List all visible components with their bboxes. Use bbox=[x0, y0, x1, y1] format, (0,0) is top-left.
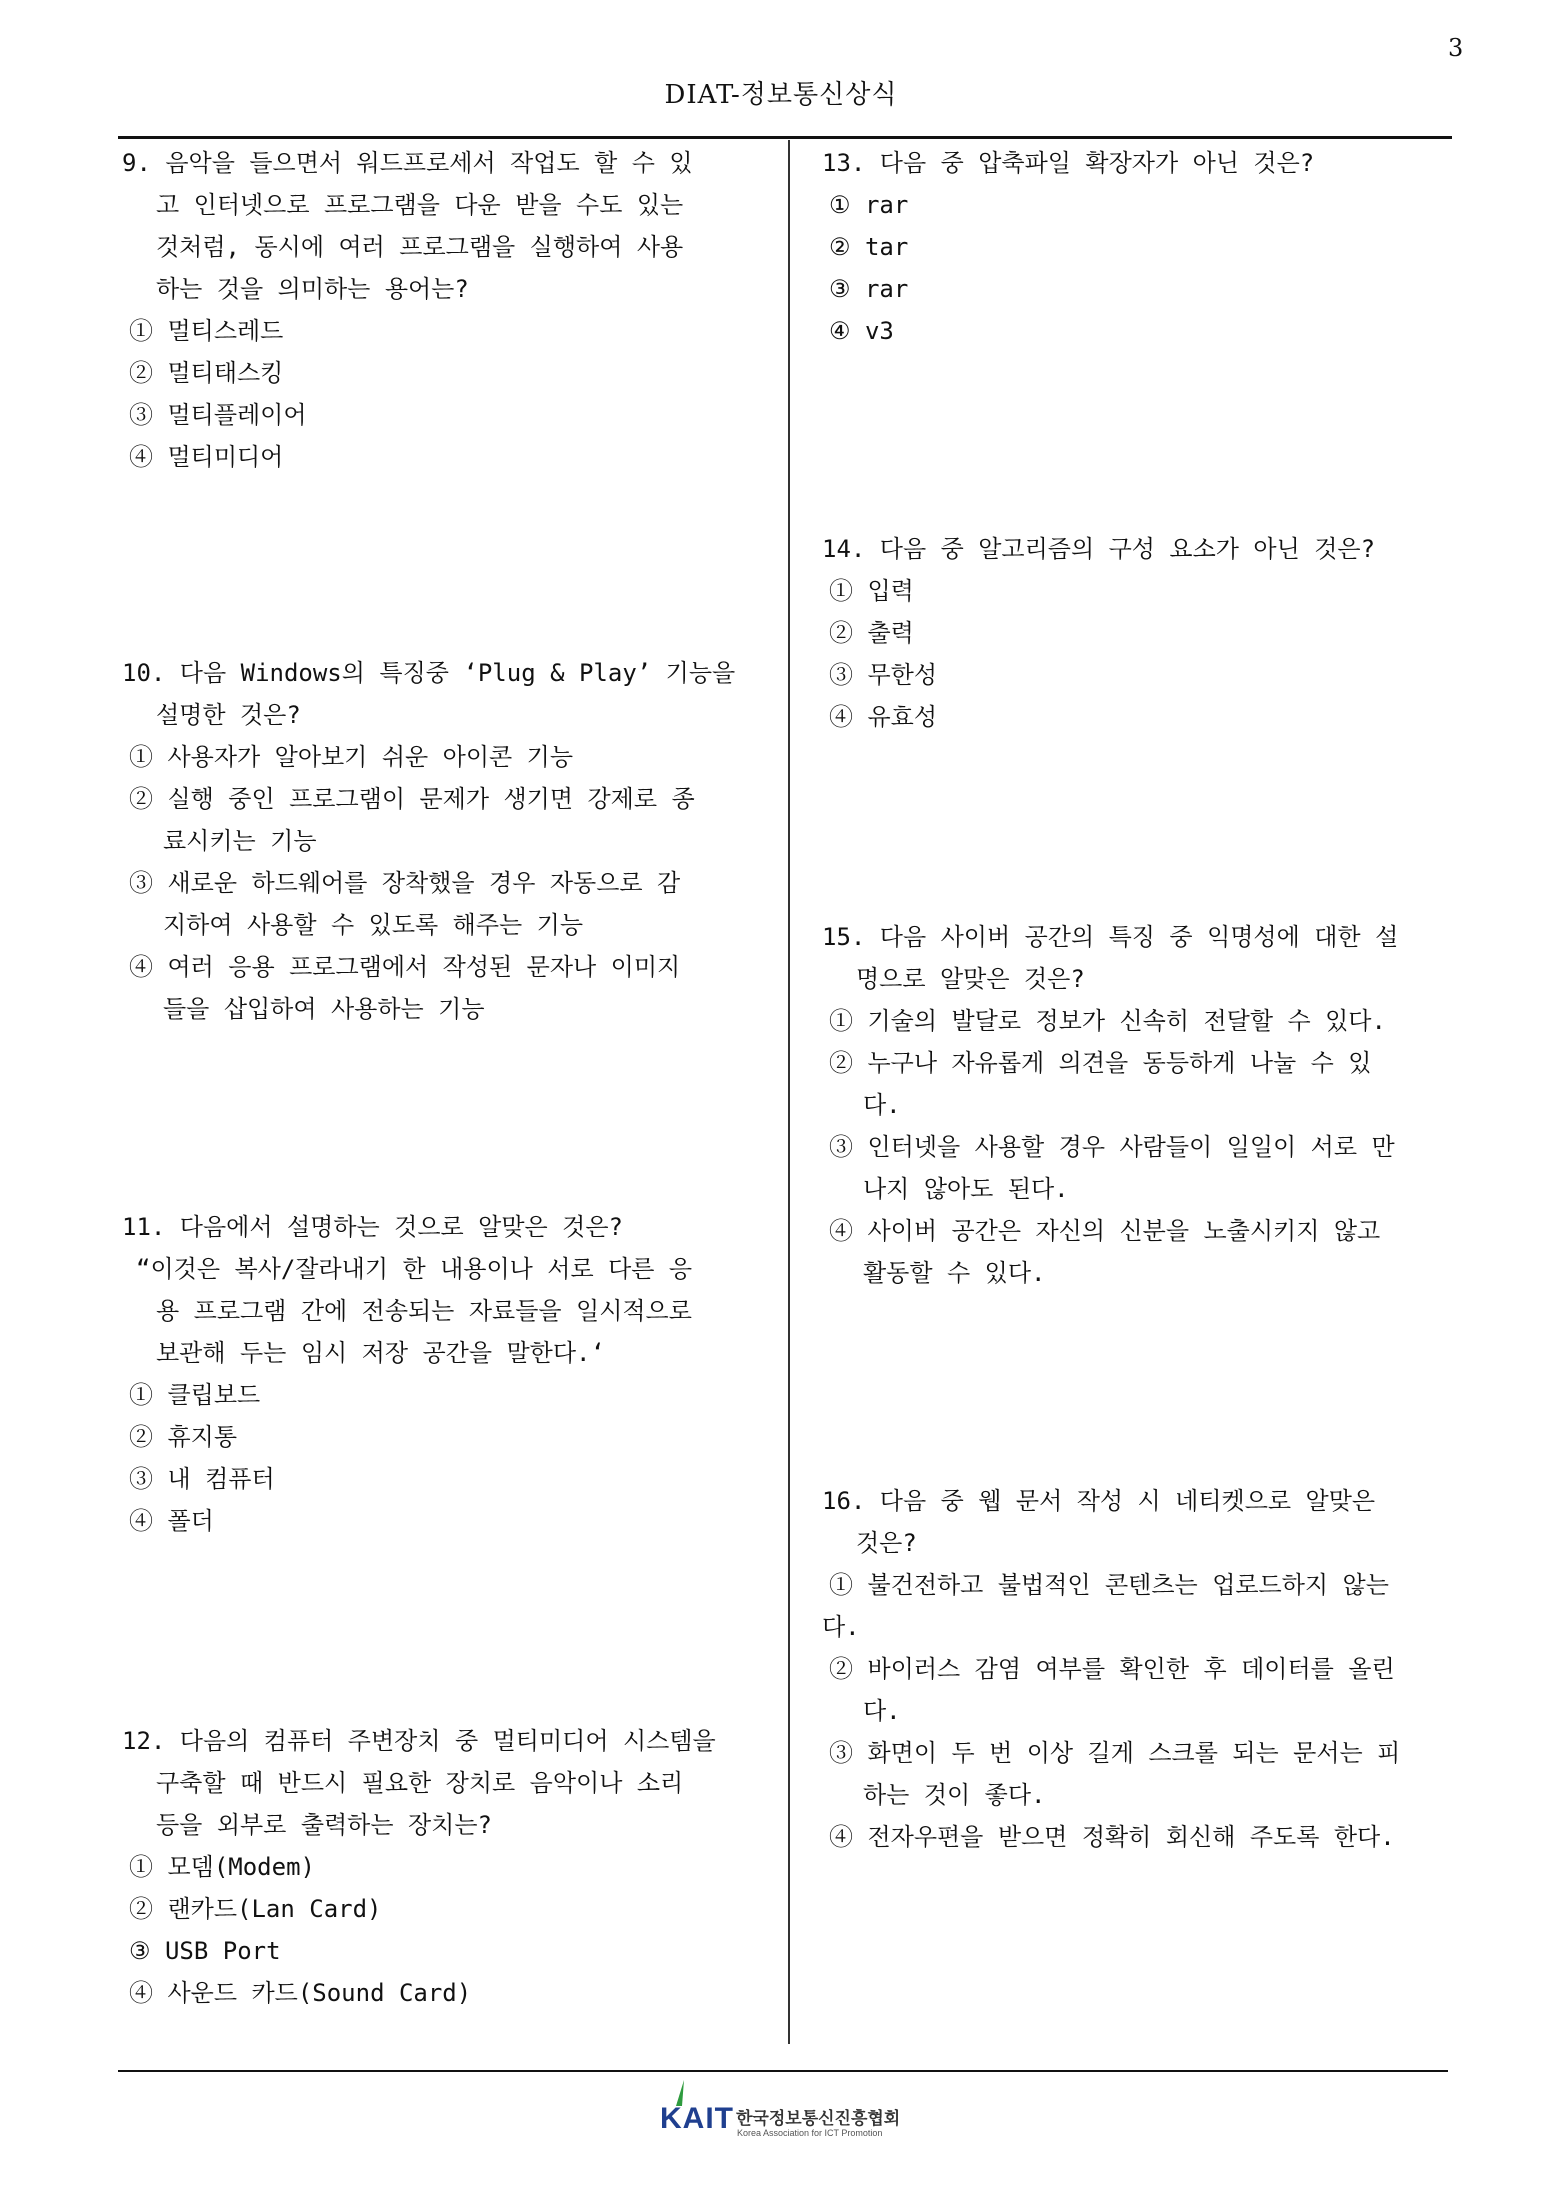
answer-option-continuation: 지하여 사용할 수 있도록 해주는 기능 bbox=[163, 911, 584, 939]
answer-option: ③ 무한성 bbox=[829, 661, 938, 689]
question-stem-line: 용 프로그램 간에 전송되는 자료들을 일시적으로 bbox=[156, 1297, 692, 1325]
answer-option: ③ 내 컴퓨터 bbox=[129, 1465, 275, 1493]
question-11 bbox=[122, 1206, 692, 1542]
answer-option-continuation: 나지 않아도 된다. bbox=[863, 1175, 1069, 1203]
footer-rule bbox=[118, 2070, 1448, 2072]
answer-option: ④ 여러 응용 프로그램에서 작성된 문자나 이미지 bbox=[129, 953, 681, 981]
answer-option: ② tar bbox=[829, 233, 909, 261]
question-stem-line: 13. 다음 중 압축파일 확장자가 아닌 것은? bbox=[822, 149, 1315, 177]
question-stem-line: 12. 다음의 컴퓨터 주변장치 중 멀티미디어 시스템을 bbox=[122, 1727, 716, 1755]
question-stem-line: 설명한 것은? bbox=[156, 701, 301, 729]
answer-option: ② 출력 bbox=[829, 619, 914, 647]
answer-option: ④ 사운드 카드(Sound Card) bbox=[129, 1979, 472, 2007]
question-15 bbox=[822, 916, 1398, 1294]
answer-option: ④ 멀티미디어 bbox=[129, 443, 284, 471]
answer-option-continuation: 하는 것이 좋다. bbox=[863, 1781, 1046, 1809]
question-9 bbox=[122, 142, 693, 478]
answer-option: ① 모뎀(Modem) bbox=[129, 1853, 315, 1881]
answer-option: ③ 멀티플레이어 bbox=[129, 401, 307, 429]
question-16 bbox=[822, 1480, 1400, 1858]
logo-kait-text: KAIT bbox=[660, 2102, 734, 2135]
answer-option-continuation: 다. bbox=[863, 1697, 901, 1725]
question-14 bbox=[822, 528, 1375, 738]
answer-option: ④ 유효성 bbox=[829, 703, 938, 731]
answer-option: ③ 새로운 하드웨어를 장착했을 경우 자동으로 감 bbox=[129, 869, 681, 897]
answer-option: ③ USB Port bbox=[129, 1937, 281, 1965]
answer-option: ③ 인터넷을 사용할 경우 사람들이 일일이 서로 만 bbox=[829, 1133, 1395, 1161]
page-title: DIAT-정보통신상식 bbox=[664, 80, 898, 110]
answer-option-continuation: 들을 삽입하여 사용하는 기능 bbox=[163, 995, 485, 1023]
question-stem-line: 고 인터넷으로 프로그램을 다운 받을 수도 있는 bbox=[156, 191, 684, 219]
answer-option: ② 바이러스 감염 여부를 확인한 후 데이터를 올린 bbox=[829, 1655, 1395, 1683]
question-stem-line: 보관해 두는 임시 저장 공간을 말한다.‘ bbox=[156, 1339, 605, 1367]
question-12 bbox=[122, 1720, 716, 2014]
answer-option-continuation: 료시키는 기능 bbox=[163, 827, 317, 855]
question-stem-line: 하는 것을 의미하는 용어는? bbox=[156, 275, 469, 303]
answer-option: ① 사용자가 알아보기 쉬운 아이콘 기능 bbox=[129, 743, 574, 771]
answer-option: ② 멀티태스킹 bbox=[129, 359, 284, 387]
answer-option-continuation: 다. bbox=[822, 1613, 860, 1641]
question-stem-line: 14. 다음 중 알고리즘의 구성 요소가 아닌 것은? bbox=[822, 535, 1376, 563]
question-stem-line: 명으로 알맞은 것은? bbox=[856, 965, 1085, 993]
answer-option: ① 입력 bbox=[829, 577, 914, 605]
answer-option: ① rar bbox=[829, 191, 909, 219]
question-stem-line: “이것은 복사/잘라내기 한 내용이나 서로 다른 응 bbox=[136, 1255, 693, 1283]
answer-option: ① 클립보드 bbox=[129, 1381, 261, 1409]
answer-option: ① 불건전하고 불법적인 콘텐츠는 업로드하지 않는 bbox=[829, 1571, 1389, 1599]
question-stem-line: 9. 음악을 들으면서 워드프로세서 작업도 할 수 있 bbox=[122, 149, 693, 177]
answer-option-continuation: 다. bbox=[863, 1091, 901, 1119]
question-stem-line: 것은? bbox=[856, 1529, 917, 1557]
answer-option: ② 랜카드(Lan Card) bbox=[129, 1895, 382, 1923]
question-stem-line: 구축할 때 반드시 필요한 장치로 음악이나 소리 bbox=[156, 1769, 684, 1797]
answer-option: ② 실행 중인 프로그램이 문제가 생기면 강제로 종 bbox=[129, 785, 695, 813]
answer-option: ② 누구나 자유롭게 의견을 동등하게 나눌 수 있 bbox=[829, 1049, 1372, 1077]
page-number: 3 bbox=[1448, 34, 1464, 62]
column-divider bbox=[788, 140, 790, 2044]
answer-option: ③ 화면이 두 번 이상 길게 스크롤 되는 문서는 피 bbox=[829, 1739, 1401, 1767]
answer-option: ④ v3 bbox=[829, 317, 894, 345]
question-stem-line: 등을 외부로 출력하는 장치는? bbox=[156, 1811, 493, 1839]
logo-org-english: Korea Association for ICT Promotion bbox=[737, 2128, 883, 2138]
answer-option: ③ rar bbox=[829, 275, 909, 303]
answer-option-continuation: 활동할 수 있다. bbox=[863, 1259, 1046, 1287]
logo-org-korean: 한국정보통신진흥협회 bbox=[736, 2109, 901, 2129]
answer-option: ④ 사이버 공간은 자신의 신분을 노출시키지 않고 bbox=[829, 1217, 1381, 1245]
question-stem-line: 16. 다음 중 웹 문서 작성 시 네티켓으로 알맞은 bbox=[822, 1487, 1376, 1515]
answer-option: ④ 전자우편을 받으면 정확히 회신해 주도록 한다. bbox=[829, 1823, 1395, 1851]
question-stem-line: 11. 다음에서 설명하는 것으로 알맞은 것은? bbox=[122, 1213, 623, 1241]
question-stem-line: 것처럼, 동시에 여러 프로그램을 실행하여 사용 bbox=[156, 233, 684, 261]
header-rule bbox=[118, 136, 1452, 139]
question-10 bbox=[122, 652, 735, 1030]
answer-option: ④ 폴더 bbox=[129, 1507, 214, 1535]
answer-option: ② 휴지통 bbox=[129, 1423, 238, 1451]
kait-logo bbox=[660, 2078, 920, 2146]
question-stem-line: 15. 다음 사이버 공간의 특징 중 익명성에 대한 설 bbox=[822, 923, 1399, 951]
answer-option: ① 기술의 발달로 정보가 신속히 전달할 수 있다. bbox=[829, 1007, 1386, 1035]
question-stem-line: 10. 다음 Windows의 특징중 ‘Plug & Play’ 기능을 bbox=[122, 659, 736, 687]
question-13 bbox=[822, 142, 1314, 352]
answer-option: ① 멀티스레드 bbox=[129, 317, 284, 345]
